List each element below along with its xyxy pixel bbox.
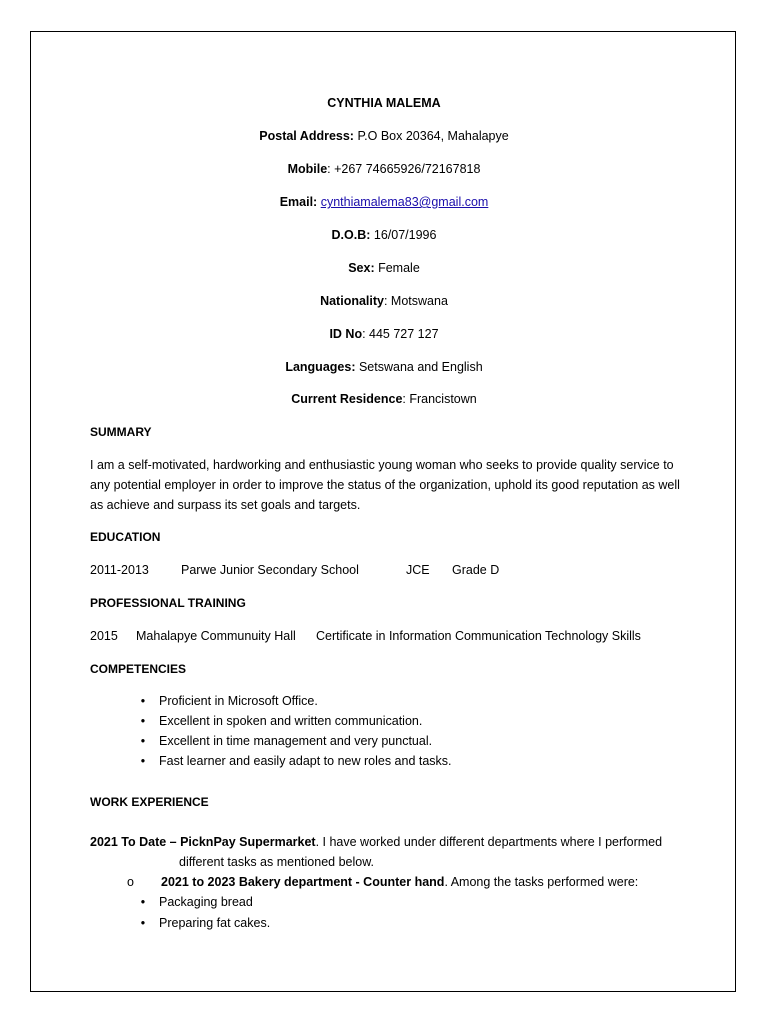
competency-item bbox=[140, 693, 318, 709]
competency-item bbox=[140, 713, 423, 729]
email: Email: cynthiamalema83@gmail.com bbox=[279, 195, 489, 209]
summary-text: I am a self-motivated, hardworking and enthusiastic young woman who seeks to provide quality service to any potential employer in order to improve the status of the organization, uphold its good reputation as well as achieve and surpass its set goals and targets. bbox=[90, 458, 680, 512]
education-school: Parwe Junior Secondary School bbox=[181, 563, 359, 577]
education-years: 2011-2013 bbox=[90, 563, 149, 577]
id-number: ID No: 445 727 127 bbox=[329, 327, 439, 341]
competency-item bbox=[140, 753, 452, 769]
candidate-name: CYNTHIA MALEMA bbox=[327, 96, 441, 110]
sub-role: 2021 to 2023 Bakery department - Counter hand. Among the tasks performed were: bbox=[161, 875, 639, 889]
training-heading: PROFESSIONAL TRAINING bbox=[90, 596, 246, 610]
task-text: Preparing fat cakes. bbox=[159, 916, 271, 930]
bullet-icon: • bbox=[140, 895, 146, 909]
competency-item bbox=[140, 733, 433, 749]
mobile: Mobile: +267 74665926/72167818 bbox=[287, 162, 481, 176]
sub-marker: o bbox=[127, 875, 134, 889]
education-heading: EDUCATION bbox=[90, 530, 161, 544]
bullet-icon: • bbox=[140, 754, 146, 768]
task-item bbox=[140, 894, 253, 910]
competencies-heading: COMPETENCIES bbox=[90, 662, 187, 676]
bullet-icon: • bbox=[140, 714, 146, 728]
resume-page bbox=[30, 31, 736, 992]
bullet-icon: • bbox=[140, 916, 146, 930]
job-line-2: different tasks as mentioned below. bbox=[179, 855, 375, 869]
education-grade: Grade D bbox=[452, 563, 500, 577]
training-year: 2015 bbox=[90, 629, 118, 643]
competency-text: Fast learner and easily adapt to new roles and tasks. bbox=[159, 754, 452, 768]
training-place: Mahalapye Communuity Hall bbox=[136, 629, 296, 643]
task-item bbox=[140, 915, 271, 931]
competency-text: Proficient in Microsoft Office. bbox=[159, 694, 318, 708]
languages: Languages: Setswana and English bbox=[285, 360, 483, 374]
competency-text: Excellent in time management and very punctual. bbox=[159, 734, 433, 748]
dob: D.O.B: 16/07/1996 bbox=[331, 228, 437, 242]
sex: Sex: Female bbox=[348, 261, 420, 275]
email-link[interactable]: cynthiamalema83@gmail.com bbox=[320, 195, 489, 209]
summary-heading: SUMMARY bbox=[90, 425, 152, 439]
nationality: Nationality: Motswana bbox=[320, 294, 448, 308]
task-text: Packaging bread bbox=[159, 895, 253, 909]
current-residence: Current Residence: Francistown bbox=[291, 392, 477, 406]
job-line-1: 2021 To Date – PicknPay Supermarket. I have worked under different departments where I performed bbox=[90, 835, 663, 849]
postal-address: Postal Address: P.O Box 20364, Mahalapye bbox=[259, 129, 509, 143]
training-course: Certificate in Information Communication Technology Skills bbox=[316, 629, 641, 643]
competency-text: Excellent in spoken and written communication. bbox=[159, 714, 423, 728]
education-qualification: JCE bbox=[406, 563, 430, 577]
work-heading: WORK EXPERIENCE bbox=[90, 795, 209, 809]
bullet-icon: • bbox=[140, 694, 146, 708]
bullet-icon: • bbox=[140, 734, 146, 748]
